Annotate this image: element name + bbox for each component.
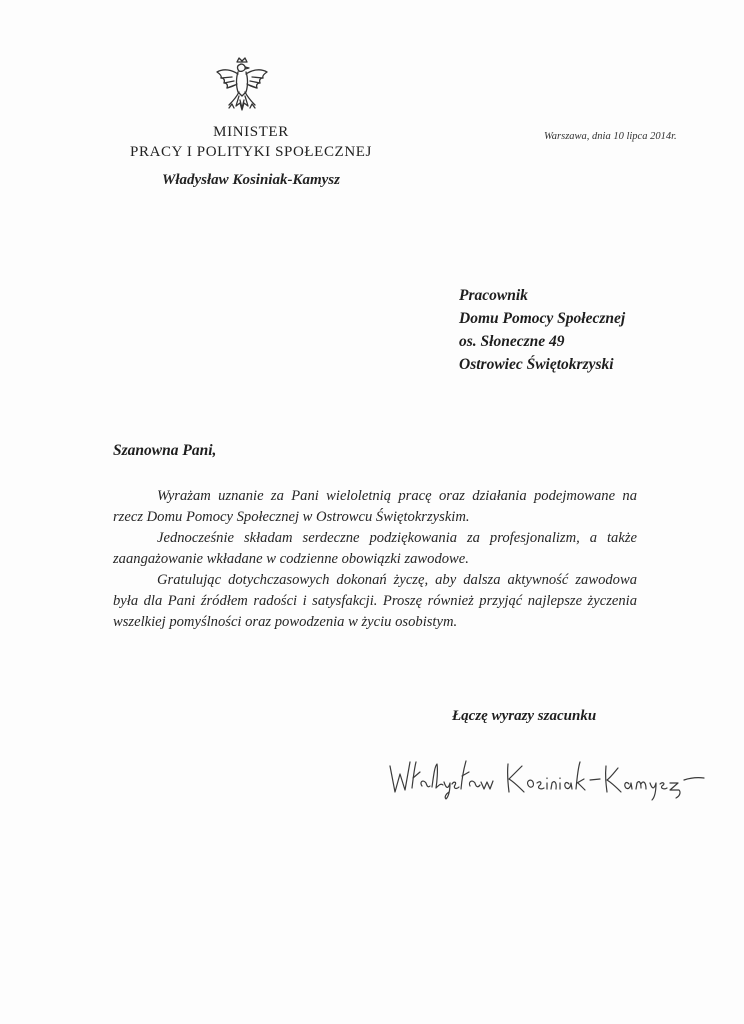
eagle-emblem-icon <box>212 56 272 118</box>
body-paragraph: Wyrażam uznanie za Pani wieloletnią pracę oraz działania podejmowane na rzecz Domu Pomocy Społecznej w Ostrowcu Świętokrzyskim. <box>113 488 637 525</box>
closing-phrase: Łączę wyrazy szacunku <box>452 708 597 724</box>
office-title-line2: PRACY I POLITYKI SPOŁECZNEJ <box>130 144 372 160</box>
recipient-line: os. Słoneczne 49 <box>459 333 565 350</box>
letter-date: Warszawa, dnia 10 lipca 2014r. <box>544 131 677 142</box>
salutation: Szanowna Pani, <box>113 442 217 459</box>
letter-body <box>113 486 637 633</box>
recipient-line: Pracownik <box>459 287 528 304</box>
body-paragraph: Gratulując dotychczasowych dokonań życzę, aby dalsza aktywność zawodowa była dla Pani źródłem radości i satysfakcji. Proszę również przyjąć najlepsze życzenia wszelkiej pomyślności oraz powodzenia w życiu osobistym. <box>113 572 637 630</box>
recipient-line: Domu Pomocy Społecznej <box>459 310 626 327</box>
handwritten-signature <box>386 752 716 804</box>
recipient-address <box>459 284 625 376</box>
minister-name: Władysław Kosiniak-Kamysz <box>162 172 340 188</box>
recipient-line: Ostrowiec Świętokrzyski <box>459 356 614 373</box>
body-paragraph: Jednocześnie składam serdeczne podziękowania za profesjonalizm, a także zaangażowanie wkładane w codzienne obowiązki zawodowe. <box>113 530 637 567</box>
office-title-line1: MINISTER <box>213 124 289 140</box>
